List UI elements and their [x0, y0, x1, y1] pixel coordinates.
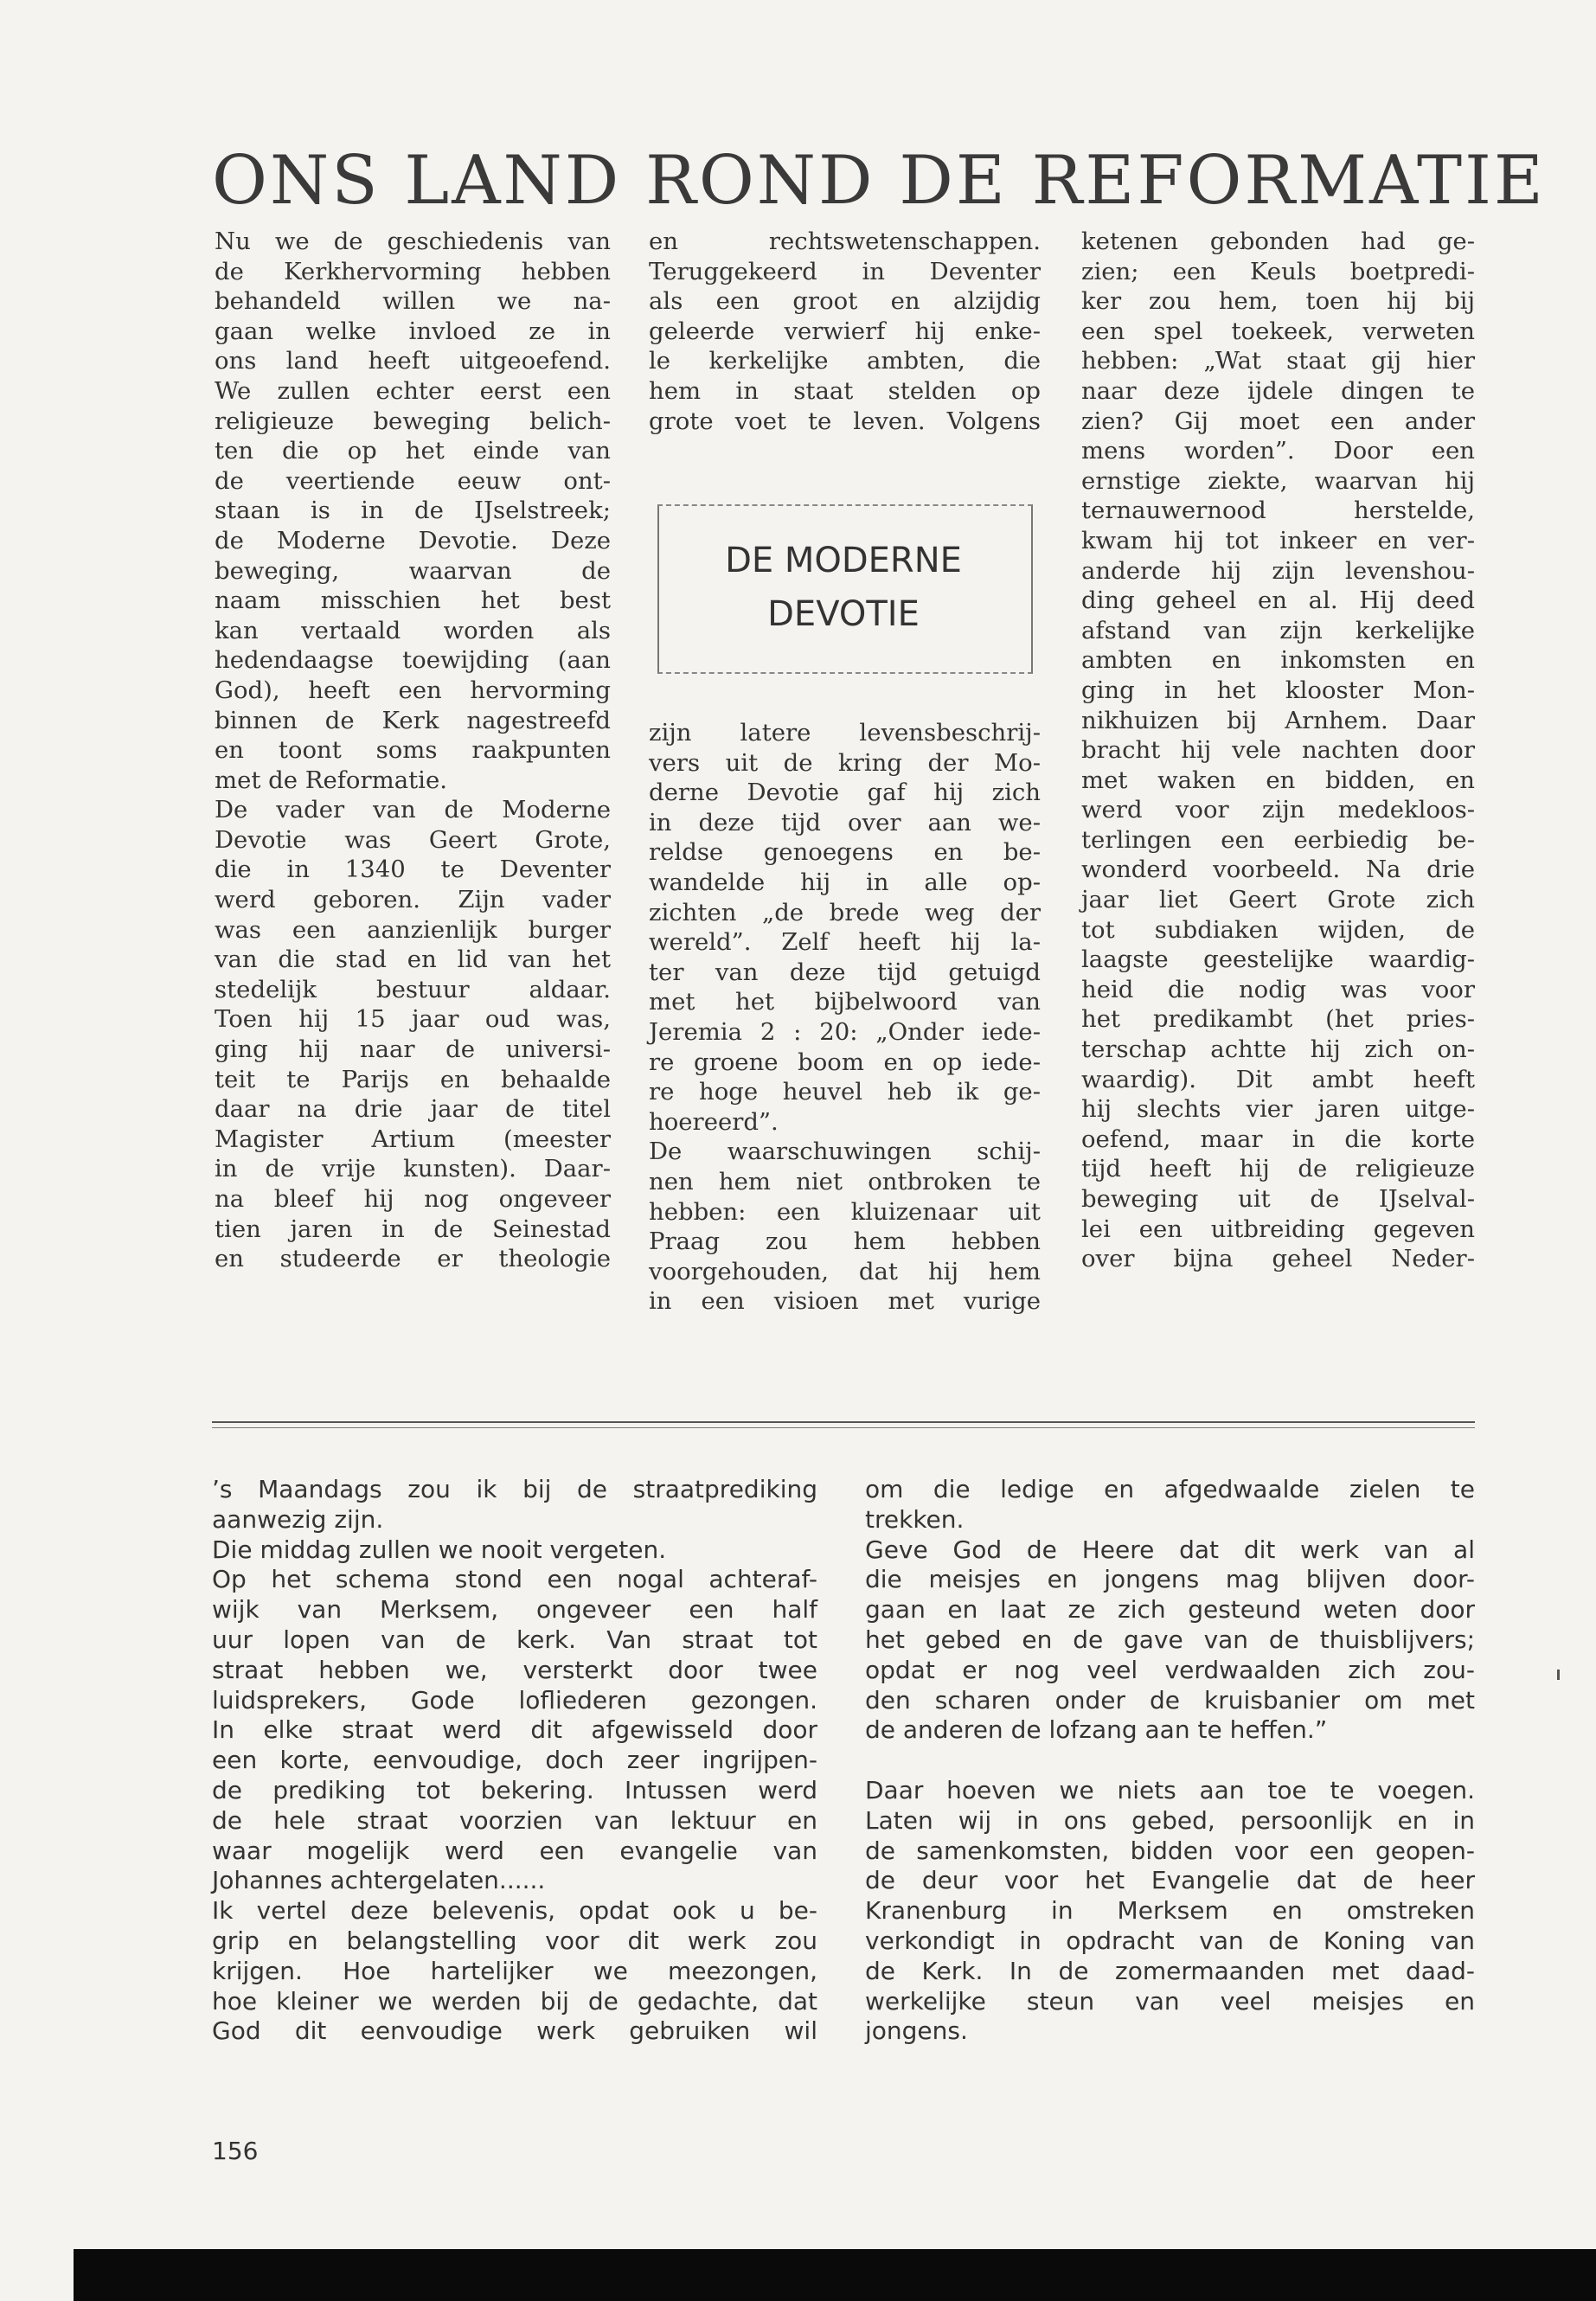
text-line: De waarschuwingen schij-	[649, 1138, 1041, 1166]
text-line: hem in staat stelden op	[649, 376, 1041, 405]
text-line: het predikambt (het pries-	[1081, 1005, 1475, 1034]
text-line: ons land heeft uitgeoefend.	[215, 347, 611, 375]
text-line: nen hem niet ontbroken te	[649, 1167, 1041, 1195]
text-line: een spel toekeek, verweten	[1081, 317, 1475, 345]
text-line: tijd heeft hij de religieuze	[1081, 1155, 1475, 1183]
margin-mark	[1557, 1670, 1560, 1680]
text-line: daar na drie jaar de titel	[215, 1095, 611, 1124]
text-line: gaan welke invloed ze in	[215, 317, 611, 345]
text-line: God dit eenvoudige werk gebruiken wil	[212, 2016, 817, 2046]
text-line: ketenen gebonden had ge-	[1081, 228, 1475, 255]
text-line: Geve God de Heere dat dit werk van al	[865, 1535, 1475, 1564]
text-line: de prediking tot bekering. Intussen werd	[212, 1775, 817, 1804]
text-line: aanwezig zijn.	[212, 1504, 384, 1534]
text-line: na bleef hij nog ongeveer	[215, 1185, 611, 1213]
bottom-column-left	[212, 1475, 817, 2047]
text-line: reldse genoegens en be-	[649, 838, 1041, 867]
text-line: heid die nodig was voor	[1081, 975, 1475, 1003]
text-line: Nu we de geschiedenis van	[215, 228, 611, 255]
text-line: vers uit de kring der Mo-	[649, 748, 1041, 777]
text-line: De vader van de Moderne	[215, 796, 611, 824]
text-line: ambten en inkomsten en	[1081, 646, 1475, 675]
text-line: de Kerk. In de zomermaanden met daad-	[865, 1956, 1475, 1985]
text-line: en studeerde er theologie	[215, 1245, 611, 1273]
column-1	[215, 227, 611, 1274]
column-3	[1081, 227, 1475, 1274]
text-line: waar mogelijk werd een evangelie van	[212, 1836, 817, 1865]
text-line: wonderd voorbeeld. Na drie	[1081, 856, 1475, 884]
text-line: den scharen onder de kruisbanier om met	[865, 1685, 1475, 1715]
text-line: teit te Parijs en behaalde	[215, 1065, 611, 1093]
text-line: naam misschien het best	[215, 586, 611, 615]
text-line: zien; een Keuls boetpredi-	[1081, 257, 1475, 285]
text-line: religieuze beweging belich-	[215, 407, 611, 435]
page-title: ONS LAND ROND DE REFORMATIE	[212, 142, 1546, 221]
bottom-column-right	[865, 1475, 1475, 2047]
text-line: met de Reformatie.	[215, 766, 447, 794]
text-line: ging hij naar de universi-	[215, 1035, 611, 1064]
text-line: verkondigt in opdracht van de Koning van	[865, 1926, 1475, 1955]
text-line: re hoge heuvel heb ik ge-	[649, 1078, 1041, 1106]
text-line: stedelijk bestuur aldaar.	[215, 975, 611, 1003]
text-line: een korte, eenvoudige, doch zeer ingrijpen-	[212, 1746, 817, 1775]
text-line: wereld”. Zelf heeft hij la-	[649, 928, 1041, 957]
text-line: terlingen een eerbiedig be-	[1081, 825, 1475, 854]
text-line: geleerde verwierf hij enke-	[649, 317, 1041, 345]
text-line: ternauwernood herstelde,	[1081, 497, 1475, 525]
section-heading	[657, 534, 1029, 641]
text-line: die meisjes en jongens mag blijven door-	[865, 1565, 1475, 1594]
text-line: de Kerkhervorming hebben	[215, 257, 611, 285]
column-2-bottom	[649, 718, 1041, 1317]
text-line: de Moderne Devotie. Deze	[215, 526, 611, 554]
text-line: was een aanzienlijk burger	[215, 915, 611, 944]
text-line: re groene boom en op iede-	[649, 1048, 1041, 1076]
text-line: ker zou hem, toen hij bij	[1081, 287, 1475, 316]
text-line: wandelde hij in alle op-	[649, 868, 1041, 896]
text-line: tien jaren in de Seinestad	[215, 1215, 611, 1243]
text-line: zichten „de brede weg der	[649, 898, 1041, 926]
text-line: de hele straat voorzien van lektuur en	[212, 1805, 817, 1835]
text-line: behandeld willen we na-	[215, 287, 611, 316]
text-line: ter van deze tijd getuigd	[649, 958, 1041, 986]
text-line: Teruggekeerd in Deventer	[649, 257, 1041, 285]
text-line: wijk van Merksem, ongeveer een half	[212, 1595, 817, 1625]
text-line: In elke straat werd dit afgewisseld door	[212, 1715, 817, 1745]
text-line: krijgen. Hoe hartelijker we meezongen,	[212, 1956, 817, 1985]
text-line: in de vrije kunsten). Daar-	[215, 1155, 611, 1183]
text-line: grip en belangstelling voor dit werk zou	[212, 1926, 817, 1955]
text-line: die in 1340 te Deventer	[215, 856, 611, 884]
text-line: jongens.	[865, 2016, 968, 2046]
text-line: terschap achtte hij zich on-	[1081, 1035, 1475, 1064]
text-line: opdat er nog veel verdwaalden zich zou-	[865, 1655, 1475, 1684]
text-line: in deze tijd over aan we-	[649, 808, 1041, 836]
text-line: werd voor zijn medekloos-	[1081, 796, 1475, 824]
text-line: om die ledige en afgedwaalde zielen te	[865, 1475, 1475, 1503]
text-line: straat hebben we, versterkt door twee	[212, 1655, 817, 1684]
text-line: Daar hoeven we niets aan toe te voegen.	[865, 1775, 1475, 1804]
text-line: ding geheel en al. Hij deed	[1081, 586, 1475, 615]
text-line: gaan en laat ze zich gesteund weten door	[865, 1595, 1475, 1625]
text-line: beweging, waarvan de	[215, 556, 611, 585]
text-line: Die middag zullen we nooit vergeten.	[212, 1535, 667, 1564]
text-line: werkelijke steun van veel meisjes en	[865, 1986, 1475, 2016]
text-line: beweging uit de IJselval-	[1081, 1185, 1475, 1213]
text-line: staan is in de IJselstreek;	[215, 497, 611, 525]
section-heading-line-2: DEVOTIE	[767, 594, 920, 634]
text-line: de anderen de lofzang aan te heffen.”	[865, 1715, 1328, 1745]
text-line: zien? Gij moet een ander	[1081, 407, 1475, 435]
column-2-top	[649, 227, 1041, 436]
text-line: lei een uitbreiding gegeven	[1081, 1215, 1475, 1243]
text-line: met het bijbelwoord van	[649, 988, 1041, 1016]
text-line: hoereerd”.	[649, 1107, 779, 1136]
text-line: met waken en bidden, en	[1081, 766, 1475, 794]
text-line: ’s Maandags zou ik bij de straatprediking	[212, 1475, 817, 1503]
text-line: Devotie was Geert Grote,	[215, 825, 611, 854]
text-line: grote voet te leven. Volgens	[649, 407, 1041, 435]
text-line: voorgehouden, dat hij hem	[649, 1257, 1041, 1285]
paragraph-gap	[865, 1746, 1475, 1776]
text-line: over bijna geheel Neder-	[1081, 1245, 1475, 1273]
text-line: en toont soms raakpunten	[215, 736, 611, 765]
text-line: de veertiende eeuw ont-	[215, 466, 611, 495]
text-line: le kerkelijke ambten, die	[649, 347, 1041, 375]
text-line: tot subdiaken wijden, de	[1081, 915, 1475, 944]
text-line: Jeremia 2 : 20: „Onder iede-	[649, 1017, 1041, 1046]
text-line: bracht hij vele nachten door	[1081, 736, 1475, 765]
text-line: als een groot en alzijdig	[649, 287, 1041, 316]
text-line: nikhuizen bij Arnhem. Daar	[1081, 706, 1475, 734]
text-line: hebben: „Wat staat gij hier	[1081, 347, 1475, 375]
text-line: in een visioen met vurige	[649, 1287, 1041, 1316]
text-line: het gebed en de gave van de thuisblijvers;	[865, 1625, 1475, 1654]
text-line: God), heeft een hervorming	[215, 676, 611, 704]
text-line: kwam hij tot inkeer en ver-	[1081, 526, 1475, 554]
section-heading-box	[649, 497, 1038, 679]
text-line: hij slechts vier jaren uitge-	[1081, 1095, 1475, 1124]
page-number: 156	[212, 2137, 259, 2165]
text-line: Praag zou hem hebben	[649, 1227, 1041, 1256]
text-line: Toen hij 15 jaar oud was,	[215, 1005, 611, 1034]
text-line: afstand van zijn kerkelijke	[1081, 616, 1475, 644]
section-divider	[212, 1421, 1475, 1428]
text-line: werd geboren. Zijn vader	[215, 886, 611, 914]
text-line: hedendaagse toewijding (aan	[215, 646, 611, 675]
text-line: laagste geestelijke waardig-	[1081, 945, 1475, 974]
text-line: mens worden”. Door een	[1081, 437, 1475, 465]
text-line: Ik vertel deze belevenis, opdat ook u be-	[212, 1896, 817, 1926]
text-line: Johannes achtergelaten......	[212, 1866, 546, 1895]
text-line: binnen de Kerk nagestreefd	[215, 706, 611, 734]
text-line: ten die op het einde van	[215, 437, 611, 465]
text-line: ernstige ziekte, waarvan hij	[1081, 466, 1475, 495]
text-line: Laten wij in ons gebed, persoonlijk en in	[865, 1805, 1475, 1835]
text-line: en rechtswetenschappen.	[649, 228, 1041, 255]
text-line: zijn latere levensbeschrij-	[649, 719, 1041, 747]
text-line: hebben: een kluizenaar uit	[649, 1197, 1041, 1226]
text-line: oefend, maar in die korte	[1081, 1125, 1475, 1153]
text-line: Magister Artium (meester	[215, 1125, 611, 1153]
text-line: luidsprekers, Gode lofliederen gezongen.	[212, 1685, 817, 1715]
text-line: Kranenburg in Merksem en omstreken	[865, 1896, 1475, 1926]
text-line: waardig). Dit ambt heeft	[1081, 1065, 1475, 1093]
text-line: de samenkomsten, bidden voor een geopen-	[865, 1836, 1475, 1865]
text-line: We zullen echter eerst een	[215, 376, 611, 405]
text-line: van die stad en lid van het	[215, 945, 611, 974]
text-line: kan vertaald worden als	[215, 616, 611, 644]
scan-edge-bar	[74, 2249, 1596, 2301]
text-line: trekken.	[865, 1504, 965, 1534]
text-line: derne Devotie gaf hij zich	[649, 779, 1041, 807]
text-line: Op het schema stond een nogal achteraf-	[212, 1565, 817, 1594]
section-heading-line-1: DE MODERNE	[725, 541, 962, 580]
text-line: ging in het klooster Mon-	[1081, 676, 1475, 704]
text-line: de deur voor het Evangelie dat de heer	[865, 1866, 1475, 1895]
text-line: uur lopen van de kerk. Van straat tot	[212, 1625, 817, 1654]
text-line: anderde hij zijn levenshou-	[1081, 556, 1475, 585]
text-line: naar deze ijdele dingen te	[1081, 376, 1475, 405]
text-line: jaar liet Geert Grote zich	[1081, 886, 1475, 914]
text-line: hoe kleiner we werden bij de gedachte, dat	[212, 1986, 817, 2016]
